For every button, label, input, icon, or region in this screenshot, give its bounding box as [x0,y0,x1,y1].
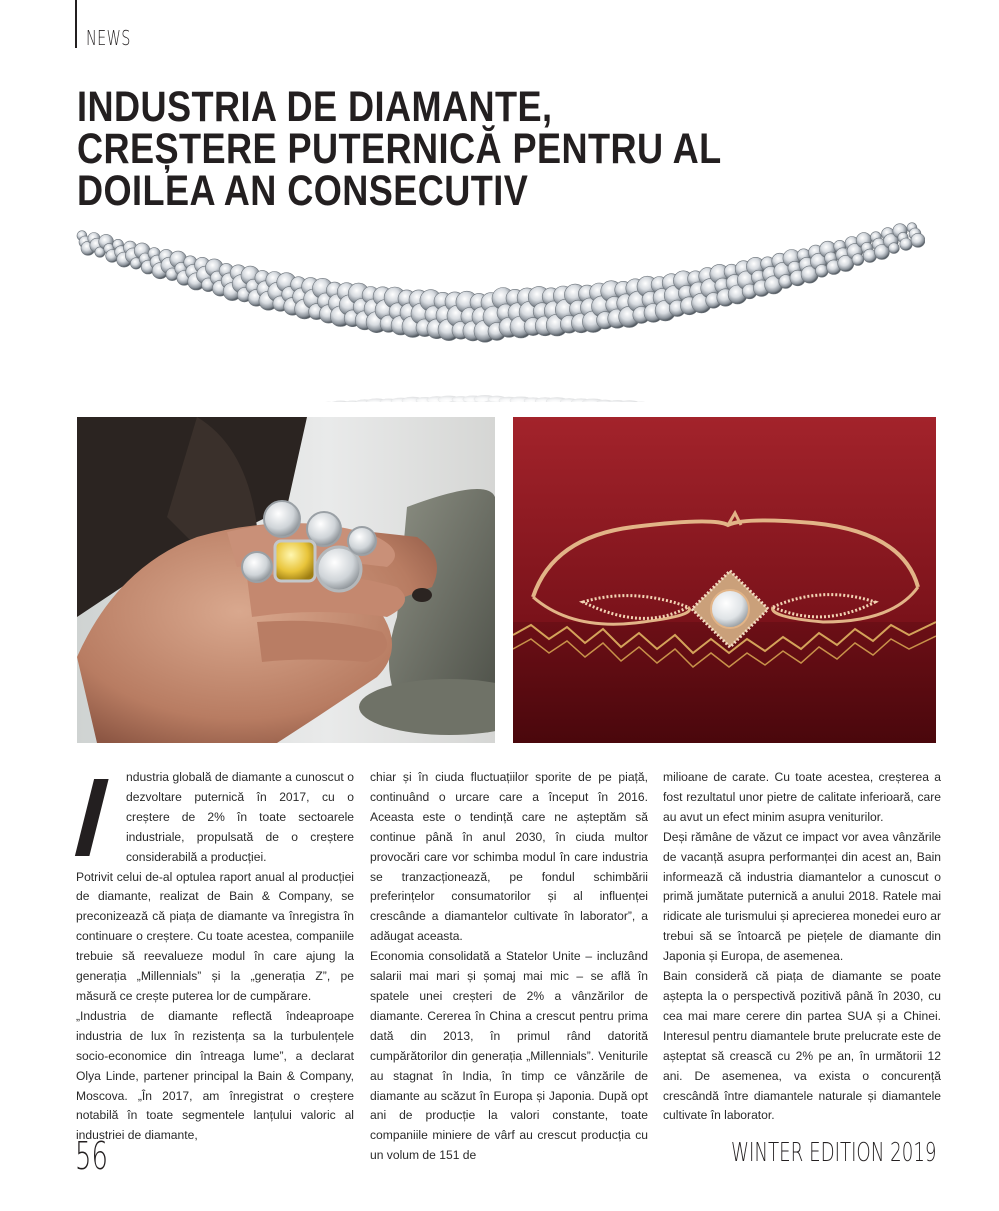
article-column-1 [62,755,354,1146]
drop-cap [62,755,122,880]
section-divider [75,0,77,48]
headline-line-3: DOILEA AN CONSECUTIV [77,167,529,215]
article-headline [77,83,816,215]
article-paragraph: chiar și în ciuda fluctuațiilor sporite de pe piață, continuând o urcare care a început în 2016. Aceasta este o tendință care ne așteptăm să continue până în anul 2030, în ciuda multor provocări care vor schimba modul în care industria se tranzacționează, pe fondul schimbării preferințelor consumatorilor și al influenței crescânde a diamantelor cultivate în laborator”, a adăugat aceasta. [370,770,648,944]
gold-bracelet-photo [513,417,936,743]
headline-line-1: INDUSTRIA DE DIAMANTE, [77,83,553,131]
article-column-3 [663,768,941,1126]
article-paragraph: Deși rămâne de văzut ce impact vor avea vânzările de vacanță asupra performanței din acest an, Bain informează că industria diamantelor a cunoscut o primă jumătate puternică a anului 2018. Ratele mai ridicate ale turismului și aprecierea monedei euro ar trebui să se întoarcă pe piețele de diamante din Japonia și Europa, de asemenea. [663,829,941,964]
article-paragraph: ndustria globală de diamante a cunoscut o dezvoltare puternică în 2017, cu o creștere de 2% în toate sectoarele industriale, propulsată de o creștere considerabilă a producției. [126,770,354,864]
page-number: 56 [75,1134,108,1178]
article-paragraph: Bain consideră că piața de diamante se poate aștepta la o perspectivă pozitivă până în 2030, cu cea mai mare cerere din partea SUA și a Chinei. Interesul pentru diamantele brute prelucrate este de așteptat să crească cu 2% pe an, în următorii 12 ani. De asemenea, va exista o concurență crescândă între diamantele naturale și diamantele cultivate în laborator. [663,969,941,1123]
edition-label: WINTER EDITION 2019 [730,1138,936,1168]
article-paragraph: Potrivit celui de-al optulea raport anual al producției de diamante, realizat de Bain & Company, se preconizează că piața de diamante va înregistra în continuare o creștere. Cu toate acestea, companiile trebuie să reevalueze modul în care ajung la generația „Millennials” și la „generația Z”, pe măsură ce crește puterea lor de cumpărare. [76,869,354,1003]
article-paragraph: milioane de carate. Cu toate acestea, creșterea a fost rezultatul unor pietre de calitate inferioară, care au avut un efect minim asupra veniturilor. [663,770,941,824]
drop-cap-letter: I [62,755,122,880]
section-label: NEWS [86,26,131,50]
hand-with-rings-photo [77,417,495,743]
headline-line-2: CREȘTERE PUTERNICĂ PENTRU AL [77,125,722,173]
diamond-necklace-image [75,222,925,402]
article-column-2 [370,768,648,1166]
article-paragraph: „Industria de diamante reflectă îndeaproape industria de lux în rezistența sa la turbulențele socio-economice din întreaga lume”, a declarat Olya Linde, partener principal la Bain & Company, Moscova. „În 2017, am înregistrat o creștere notabilă în toate segmentele lanțului valoric al industriei de diamante, [76,1008,354,1143]
article-paragraph: Economia consolidată a Statelor Unite – incluzând salarii mai mari și șomaj mai mic – se află în spatele unei creșteri de 2% a vânzărilor de diamante. Cererea în China a crescut pentru prima dată din 2013, în primul rând datorită cumpărătorilor din generația „Millennials”. Veniturile au stagnat în India, în timp ce vânzările de diamante au scăzut în Europa și Japonia. După opt ani de producție la valori constante, toate companiile miniere de vârf au crescut producția cu un volum de 151 de [370,949,648,1163]
